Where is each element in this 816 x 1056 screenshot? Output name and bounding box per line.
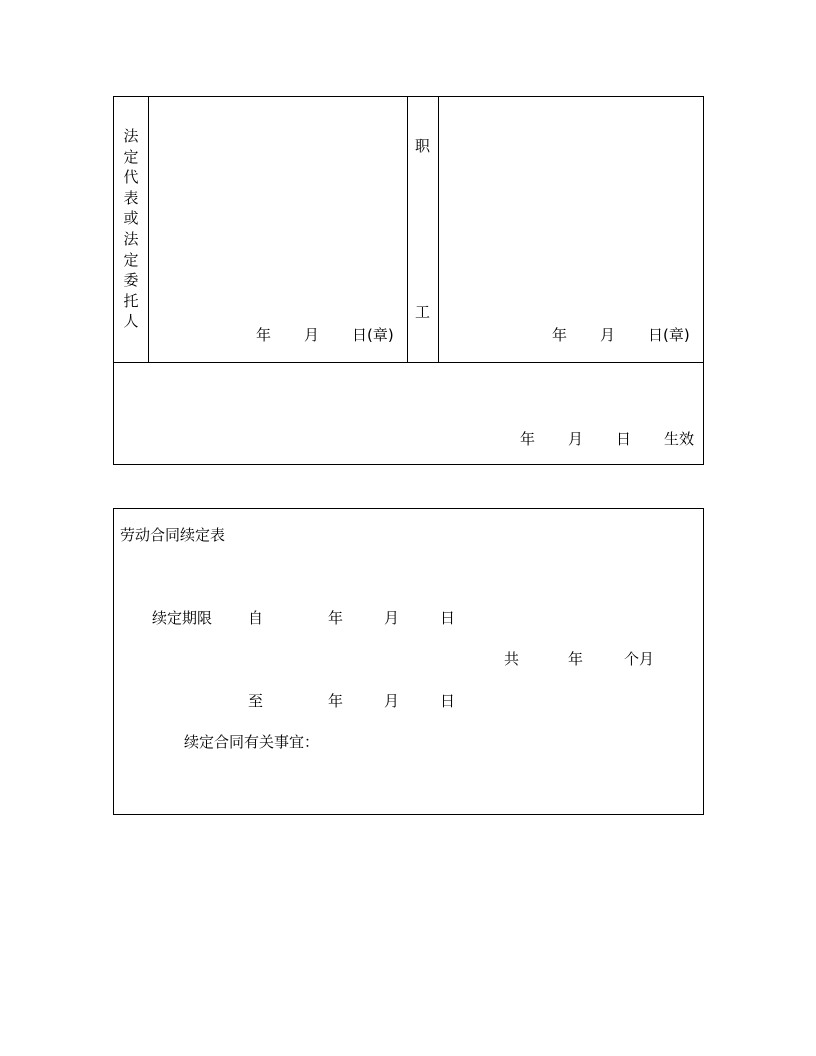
legal-rep-label: 法 定 代 表 或 法 定 委 托 人 xyxy=(123,127,139,331)
table-border-right xyxy=(703,96,704,465)
table-divider-col1 xyxy=(148,96,149,363)
effective-date-day: 日 xyxy=(616,430,632,448)
right-date-year: 年 xyxy=(552,326,568,344)
right-date-month: 月 xyxy=(600,326,616,344)
renewal-title: 劳动合同续定表 xyxy=(120,526,226,544)
from-day: 日 xyxy=(440,609,456,627)
effective-date-year: 年 xyxy=(520,430,536,448)
to-label: 至 xyxy=(248,692,264,710)
to-year: 年 xyxy=(328,692,344,710)
total-year: 年 xyxy=(568,650,584,668)
table-border-left xyxy=(113,96,114,465)
to-day: 日 xyxy=(440,692,456,710)
total-label: 共 xyxy=(504,650,520,668)
employee-label-bottom: 工 xyxy=(415,303,431,321)
renewal-border-bottom xyxy=(113,814,704,815)
left-date-month: 月 xyxy=(304,326,320,344)
right-date-day-seal: 日(章) xyxy=(648,326,690,344)
left-date-year: 年 xyxy=(256,326,272,344)
table-border-bottom xyxy=(113,464,704,465)
renewal-border-right xyxy=(703,508,704,815)
effective-date-month: 月 xyxy=(568,430,584,448)
from-month: 月 xyxy=(384,609,400,627)
from-year: 年 xyxy=(328,609,344,627)
table-divider-col2 xyxy=(407,96,408,363)
employee-label-top: 职 xyxy=(415,137,431,155)
period-label: 续定期限 xyxy=(152,609,213,627)
from-label: 自 xyxy=(248,609,264,627)
total-month: 个月 xyxy=(624,650,655,668)
left-date-day-seal: 日(章) xyxy=(352,326,394,344)
table-border-top xyxy=(113,96,704,97)
table-divider-horizontal xyxy=(113,362,704,363)
effective-label: 生效 xyxy=(664,430,695,448)
renewal-border-left xyxy=(113,508,114,815)
matters-label: 续定合同有关事宜： xyxy=(184,733,320,751)
renewal-border-top xyxy=(113,508,704,509)
to-month: 月 xyxy=(384,692,400,710)
table-divider-col3 xyxy=(438,96,439,363)
